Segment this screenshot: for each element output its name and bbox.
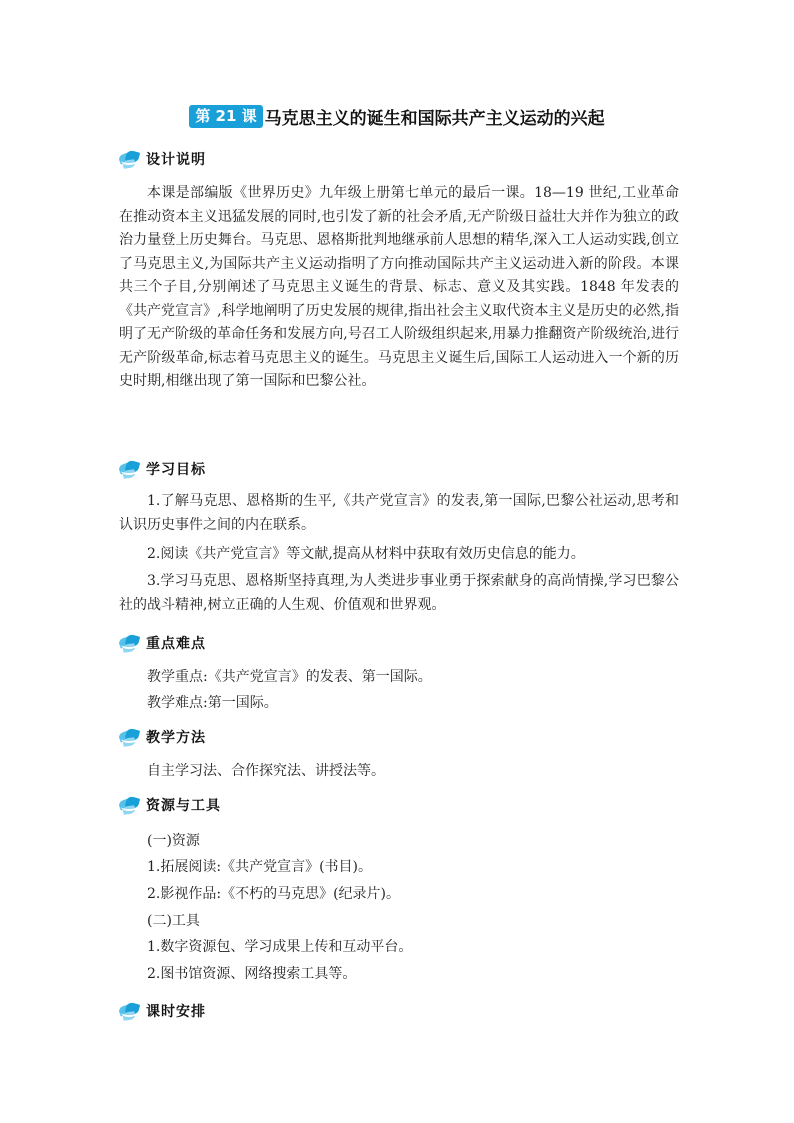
leaf-book-icon	[118, 459, 142, 479]
teaching-difficulty: 教学难点:第一国际。	[147, 695, 278, 711]
section-methods	[118, 726, 206, 748]
goal-item	[119, 570, 679, 617]
resources-subheading: (一)资源	[147, 833, 200, 849]
section-design	[118, 148, 206, 170]
design-paragraph	[119, 182, 679, 394]
leaf-book-icon	[118, 727, 142, 747]
resource-item: 1.拓展阅读:《共产党宣言》(书目)。	[147, 859, 372, 875]
section-title: 重点难点	[146, 636, 206, 652]
tool-item: 1.数字资源包、学习成果上传和互动平台。	[147, 939, 413, 955]
section-title: 学习目标	[146, 462, 206, 478]
design-text: 本课是部编版《世界历史》九年级上册第七单元的最后一课。18—19 世纪,工业革命在推动资本主义迅猛发展的同时,也引发了新的社会矛盾,无产阶级日益壮大并作为独立的政治力量登上历史舞台。马克思、恩格斯批判地继承前人思想的精华,深入工人运动实践,创立了马克思主义,为国际共产主义运动指明了方向推动国际共产主义运动进入新的阶段。本课共三个子目,分别阐述了马克思主义诞生的背景、标志、意义及其实践。1848 年发表的《共产党宣言》,科学地阐明了历史发展的规律,指出社会主义取代资本主义是历史的必然,指明了无产阶级的革命任务和发展方向,号召工人阶级组织起来,用暴力推翻资产阶级统治,进行无产阶级革命,标志着马克思主义的诞生。马克思主义诞生后,国际工人运动进入一个新的历史时期,相继出现了第一国际和巴黎公社。	[119, 185, 679, 389]
goal-text: 3.学习马克思、恩格斯坚持真理,为人类进步事业勇于探索献身的高尚情操,学习巴黎公社的战斗精神,树立正确的人生观、价值观和世界观。	[119, 573, 679, 613]
leaf-book-icon	[118, 795, 142, 815]
goal-text: 1.了解马克思、恩格斯的生平,《共产党宣言》的发表,第一国际,巴黎公社运动,思考和认识历史事件之间的内在联系。	[119, 493, 679, 533]
goal-item	[119, 543, 679, 567]
goal-item	[119, 490, 679, 537]
goal-text: 2.阅读《共产党宣言》等文献,提高从材料中获取有效历史信息的能力。	[147, 546, 585, 562]
tools-subheading: (二)工具	[147, 913, 200, 929]
resource-item: 2.影视作品:《不朽的马克思》(纪录片)。	[147, 886, 400, 902]
section-key-points	[118, 632, 206, 654]
leaf-book-icon	[118, 633, 142, 653]
lesson-header	[0, 104, 794, 129]
section-title: 教学方法	[146, 730, 206, 746]
page-title: 马克思主义的诞生和国际共产主义运动的兴起	[264, 109, 605, 129]
lesson-tag: 第 21 课	[189, 105, 262, 128]
methods-text: 自主学习法、合作探究法、讲授法等。	[147, 763, 385, 779]
section-schedule	[118, 1000, 206, 1022]
section-title: 课时安排	[146, 1004, 206, 1020]
section-resources	[118, 794, 221, 816]
section-title: 资源与工具	[146, 798, 221, 814]
teaching-focus: 教学重点:《共产党宣言》的发表、第一国际。	[147, 669, 432, 685]
tool-item: 2.图书馆资源、网络搜索工具等。	[147, 966, 357, 982]
leaf-book-icon	[118, 1001, 142, 1021]
leaf-book-icon	[118, 149, 142, 169]
section-goals	[118, 458, 206, 480]
section-title: 设计说明	[146, 152, 206, 168]
